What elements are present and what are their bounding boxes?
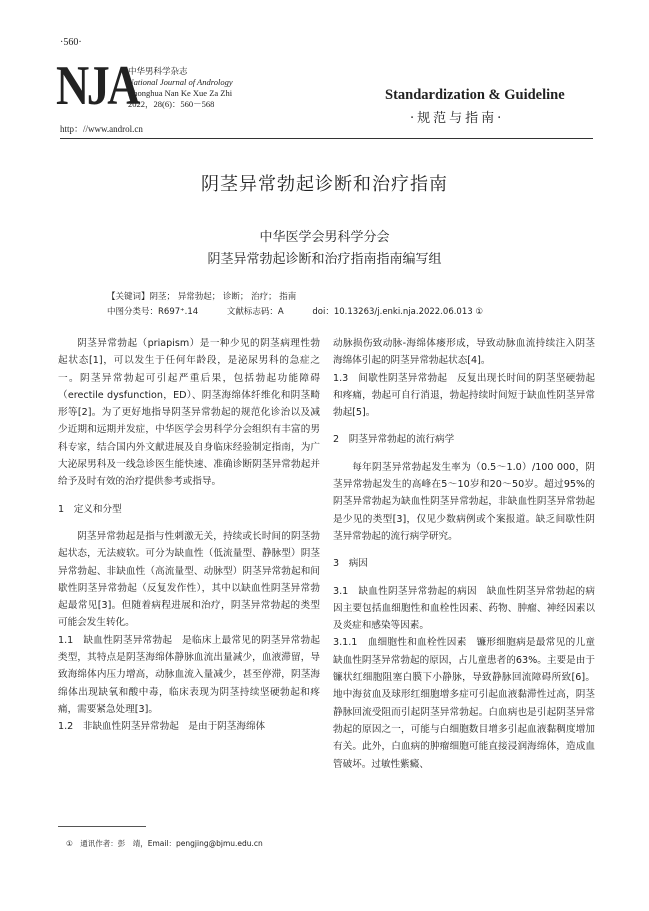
paragraph: 3.1.1 血细胞性和血栓性因素 镰形细胞病是最常见的儿童缺血性阴茎异常勃起的原因，占儿童患者的63%。主要是由于镰状红细胞阻塞白膜下小静脉，导致静脉回流障碍所致[6]。地中海贫血及球形红细胞增多症可引起血液黏滞性过高，阴茎静脉回流受阻而引起阴茎异常勃起。白血病也是引起阴茎异常勃起的原因之一，可能与白细胞数目增多引起血液黏稠度增加有关。此外，白血病的肿瘤细胞可能直接浸润海绵体，造成血管破坏。过敏性紫癜、 — [333, 637, 595, 770]
journal-logo: NJA — [56, 55, 138, 117]
article-title: 阴茎异常勃起诊断和治疗指南 — [201, 174, 448, 195]
journal-info — [128, 66, 233, 110]
paragraph: 阴茎异常勃起（priapism）是一种少见的阴茎病理性勃起状态[1]，可以发生于任何年龄段，是泌尿男科的急症之一。阴茎异常勃起可引起严重后果，包括勃起功能障碍（erectile dysfunction，ED）、阴茎海绵体纤维化和阴茎畸形等[2]。为了更好地指导阴茎异常勃起的规范化诊治以及减少近期和远期并发症，中华医学会男科学分会组织有丰富的男科专家，结合国内外文献进展及自身临床经验制定指南，为广大泌尿男科及一线急诊医生能快速、准确诊断阴茎异常勃起并给予及时有效的治疗提供参考或指导。 — [58, 338, 320, 488]
rubric-cn: ·规范与指南· — [410, 111, 505, 126]
section-heading: 3 病因 — [333, 558, 368, 570]
author-line-1: 中华医学会男科学分会 — [259, 230, 390, 245]
journal-url: http：//www.androl.cn — [60, 124, 143, 134]
doi: doi：10.13263/j.enki.nja.2022.06.013 ① — [312, 307, 483, 317]
paragraph: 每年阴茎异常勃起发生率为（0.5～1.0）/100 000，阴茎异常勃起发生的高峰在5～10岁和20～50岁。超过95%的阴茎异常勃起为缺血性阴茎异常勃起，非缺血性阴茎异常勃起是少见的类型[3]，仅见少数病例或个案报道。缺乏间歇性阴茎异常勃起的流行病学研究。 — [333, 461, 595, 542]
paragraph: 动脉损伤致动脉-海绵体瘘形成，导致动脉血流持续注入阴茎海绵体引起的阴茎异常勃起状态[4]。 — [333, 338, 595, 367]
paragraph: 1.3 间歇性阴茎异常勃起 反复出现长时间的阴茎坚硬勃起和疼痛，勃起可自行消退，勃起持续时间短于缺血性阴茎异常勃起[5]。 — [333, 372, 595, 419]
left-column — [58, 335, 320, 736]
page-number: ·560· — [60, 37, 82, 48]
keywords: 【关键词】阴茎； 异常勃起； 诊断； 治疗； 指南 — [107, 292, 297, 302]
footnote: ① 通讯作者：彭 靖，Email：pengjing@bjmu.edu.cn — [66, 839, 263, 848]
journal-name-en: National Journal of Andrology — [128, 77, 233, 87]
header-divider — [60, 138, 593, 139]
classification-line — [107, 305, 509, 317]
journal-name-pinyin: Zhonghua Nan Ke Xue Za Zhi — [128, 88, 233, 98]
footnote-divider — [58, 826, 146, 827]
author-line-2: 阴茎异常勃起诊断和治疗指南指南编写组 — [207, 252, 442, 267]
paragraph: 1.2 非缺血性阴茎异常勃起 是由于阴茎海绵体 — [58, 721, 266, 733]
clc-number: 中图分类号：R697⁺.14 — [107, 307, 199, 317]
paragraph: 1.1 缺血性阴茎异常勃起 是临床上最常见的阴茎异常勃起类型，其特点是阴茎海绵体静脉血流出量减少，血液滞留，导致海绵体内压力增高，动脉血流入量减少，甚至停滞，阴茎海绵体出现缺氧和酸中毒，临床表现为阴茎持续坚硬勃起和疼痛，需要紧急处理[3]。 — [58, 634, 320, 715]
document-code: 文献标志码：A — [226, 307, 284, 317]
section-heading: 1 定义和分型 — [58, 503, 122, 515]
paragraph: 阴茎异常勃起是指与性刺激无关，持续或长时间的阴茎勃起状态，无法疲软。可分为缺血性（低流量型、静脉型）阴茎异常勃起、非缺血性（高流量型、动脉型）阴茎异常勃起和间歇性阴茎异常勃起（反复发作性），其中以缺血性阴茎异常勃起最常见[3]。但随着病程进展和治疗，阴茎异常勃起的类型可能会发生转化。 — [58, 530, 320, 629]
paragraph: 3.1 缺血性阴茎异常勃起的病因 缺血性阴茎异常勃起的病因主要包括血细胞性和血栓性因素、药物、肿瘤、神经因素以及炎症和感染等因素。 — [333, 585, 595, 632]
rubric-en: Standardization & Guideline — [385, 87, 565, 103]
right-column — [333, 335, 595, 773]
section-heading: 2 阴茎异常勃起的流行病学 — [333, 434, 455, 446]
journal-name-cn: 中华男科学杂志 — [128, 66, 188, 76]
journal-issue: 2022，28(6)：560－568 — [128, 99, 215, 109]
